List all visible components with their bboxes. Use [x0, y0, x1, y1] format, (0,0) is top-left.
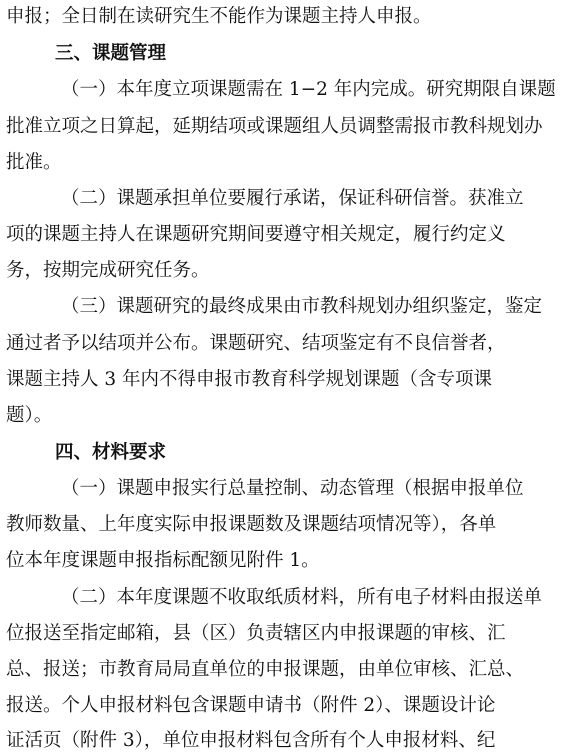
line-text: 批准立项之日算起，延期结项或课题组人员调整需报市教科规划办	[6, 116, 543, 137]
text-line	[0, 621, 570, 647]
line-text: 课题主持人 3 年内不得申报市教育科学规划课题（含专项课	[6, 369, 493, 390]
line-text: 批准。	[6, 152, 62, 173]
line-text: 证活页（附件 3），单位申报材料包含所有个人申报材料、纪	[6, 730, 496, 751]
line-text: 教师数量、上年度实际申报课题数及课题结项情况等），各单	[6, 514, 497, 535]
text-line	[0, 258, 570, 284]
text-line	[0, 548, 570, 574]
text-line	[0, 367, 570, 393]
line-text: 题）。	[6, 405, 53, 426]
text-line	[0, 294, 570, 320]
line-text: 务，按期完成研究任务。	[6, 260, 210, 281]
text-line	[0, 222, 570, 248]
text-line	[0, 114, 570, 140]
line-text: （二）本年度课题不收取纸质材料，所有电子材料由报送单	[61, 587, 543, 608]
text-line	[0, 693, 570, 719]
line-text: 总、报送；市教育局局直单位的申报课题，由单位审核、汇总、	[6, 659, 525, 680]
text-line	[0, 476, 570, 502]
text-line	[0, 331, 570, 357]
text-line	[0, 403, 570, 429]
line-text: 报送。个人申报材料包含课题申请书（附件 2）、课题设计论	[6, 695, 496, 716]
section-heading-text: 三、课题管理	[55, 43, 167, 64]
section-heading	[0, 41, 570, 67]
line-text: 申报；全日制在读研究生不能作为课题主持人申报。	[6, 6, 432, 27]
text-line	[0, 186, 570, 212]
section-heading-text: 四、材料要求	[55, 442, 167, 463]
line-text: 位报送至指定邮箱，县（区）负责辖区内申报课题的审核、汇	[6, 623, 506, 644]
line-text: （三）课题研究的最终成果由市教科规划办组织鉴定，鉴定	[61, 296, 543, 317]
text-line	[0, 512, 570, 538]
line-text: 位本年度课题申报指标配额见附件 1。	[6, 550, 320, 571]
text-line	[0, 657, 570, 683]
text-line	[0, 585, 570, 611]
text-line	[0, 4, 570, 30]
line-text: 项的课题主持人在课题研究期间要遵守相关规定，履行约定义	[6, 224, 506, 245]
line-text: （一）课题申报实行总量控制、动态管理（根据申报单位	[61, 478, 524, 499]
text-line	[0, 728, 570, 754]
line-text: （二）课题承担单位要履行承诺，保证科研信誉。获准立	[61, 188, 524, 209]
line-text: （一）本年度立项课题需在 1−2 年内完成。研究期限自课题	[61, 79, 556, 100]
section-heading	[0, 440, 570, 466]
line-text: 通过者予以结项并公布。课题研究、结项鉴定有不良信誉者，	[6, 333, 506, 354]
text-line	[0, 150, 570, 176]
text-line	[0, 77, 570, 103]
